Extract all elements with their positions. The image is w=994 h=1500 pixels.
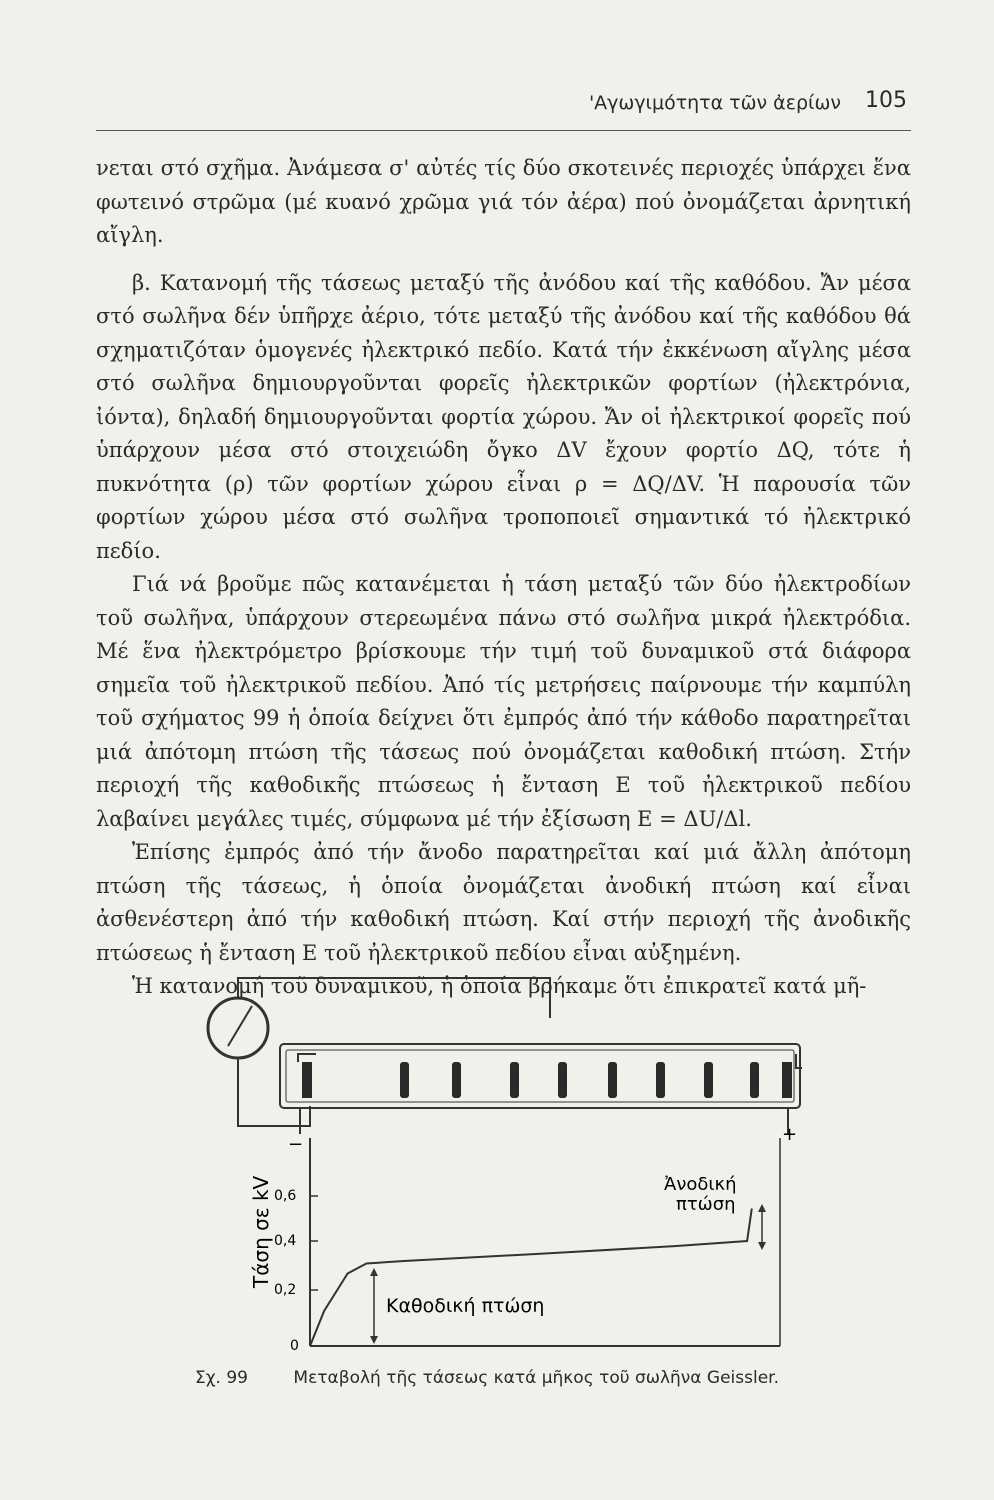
probe-electrode <box>704 1062 713 1098</box>
body-text <box>96 152 911 1004</box>
page-header <box>96 82 911 122</box>
plus-sign: + <box>782 1124 798 1145</box>
caption-text: Μεταβολή τῆς τάσεως κατά μῆκος τοῦ σωλῆνα Geissler. <box>293 1368 779 1388</box>
ytick-04: 0,4 <box>274 1233 297 1249</box>
probe-electrode <box>608 1062 617 1098</box>
figure-svg <box>190 958 830 1398</box>
figure-99 <box>190 958 830 1398</box>
geissler-tube <box>280 1044 800 1108</box>
electrometer-needle <box>228 1006 252 1046</box>
probe-electrodes <box>400 1062 759 1098</box>
page-number: 105 <box>865 88 907 113</box>
voltage-curve <box>310 1209 752 1347</box>
probe-electrode <box>656 1062 665 1098</box>
anode-fall-label-2: πτώση <box>676 1194 736 1215</box>
probe-electrode <box>452 1062 461 1098</box>
header-rule <box>96 130 911 131</box>
minus-sign: − <box>288 1134 304 1155</box>
paragraph-4: Ἐπίσης ἐμπρός ἀπό τήν ἄνοδο παρατηρεῖται καί μιά ἄλλη ἀπότομη πτώση τῆς τάσεως, ἡ ὁποία ὀνομάζεται ἀνοδική πτώση καί εἶναι ἀσθενέστερη ἀπό τήν καθοδική πτώση. Καί στήν περιοχή τῆς ἀνοδικῆς πτώσεως ἡ ἔνταση Ε τοῦ ἠλεκτρικοῦ πεδίου εἶναι αὐξημένη. <box>96 840 911 965</box>
paragraph-2: β. Κατανομή τῆς τάσεως μεταξύ τῆς ἀνόδου καί τῆς καθόδου. Ἄν μέσα στό σωλῆνα δέν ὑπῆρχε ἀέριο, τότε μεταξύ τῆς ἀνόδου καί τῆς καθόδου θά σχηματιζόταν ὁμογενές ἠλεκτρικό πεδίο. Κατά τήν ἐκκένωση αἴγλης μέσα στό σωλῆνα δημιουργοῦνται φορεῖς ἠλεκτρικῶν φορτίων (ἠλεκτρόνια, ἰόντα), δηλαδή δημιουργοῦνται φορτία χώρου. Ἄν οἱ ἠλεκτρικοί φορεῖς πού ὑπάρχουν μέσα στό στοιχειώδη ὄγκο ΔV ἔχουν φορτίο ΔQ, τότε ἡ πυκνότητα (ρ) τῶν φορτίων χώρου εἶναι ρ = ΔQ/ΔV. Ἡ παρουσία τῶν φορτίων χώρου μέσα στό σωλῆνα τροποποιεῖ σημαντικά τό ἠλεκτρικό πεδίο. <box>96 270 911 563</box>
paragraph-5: Ἡ κατανομή τοῦ δυναμικοῦ, ἡ ὁποία βρήκαμε ὅτι ἐπικρατεῖ κατά μῆ- <box>132 974 867 998</box>
probe-electrode <box>510 1062 519 1098</box>
running-title: 'Αγωγιμότητα τῶν ἀερίων <box>588 92 841 114</box>
ytick-0: 0 <box>290 1338 299 1354</box>
probe-electrode <box>400 1062 409 1098</box>
tube-inner <box>286 1050 794 1102</box>
ytick-02: 0,2 <box>274 1282 297 1298</box>
ytick-06: 0,6 <box>274 1188 297 1204</box>
paragraph-1: νεται στό σχῆμα. Ἀνάμεσα σ' αὐτές τίς δύο σκοτεινές περιοχές ὑπάρχει ἕνα φωτεινό στρῶμα (μέ κυανό χρῶμα γιά τόν ἀέρα) πού ὀνομάζεται ἀρνητική αἴγλη. <box>96 156 911 247</box>
y-ticks <box>274 1188 318 1354</box>
y-axis-label: Τάση σε kV <box>249 1175 273 1288</box>
figure-caption <box>195 1368 895 1388</box>
probe-electrode <box>750 1062 759 1098</box>
cathode-fall-label: Καθοδική πτώση <box>386 1295 545 1317</box>
probe-electrode <box>558 1062 567 1098</box>
anode-fall-label-1: Ἀνοδική <box>664 1174 737 1195</box>
wire-top <box>238 978 550 1018</box>
cathode <box>302 1062 312 1098</box>
paragraph-3: Γιά νά βροῦμε πῶς κατανέμεται ἡ τάση μεταξύ τῶν δύο ἠλεκτροδίων τοῦ σωλῆνα, ὑπάρχουν στερεωμένα πάνω στό σωλῆνα μικρά ἠλεκτρόδια. Μέ ἕνα ἠλεκτρόμετρο βρίσκουμε τήν τιμή τοῦ δυναμικοῦ στά διάφορα σημεῖα τοῦ ἠλεκτρικοῦ πεδίου. Ἀπό τίς μετρήσεις παίρνουμε τήν καμπύλη τοῦ σχήματος 99 ἡ ὁποία δείχνει ὅτι ἐμπρός ἀπό τήν κάθοδο παρατηρεῖται μιά ἀπότομη πτώση τῆς τάσεως πού ὀνομάζεται καθοδική πτώση. Στήν περιοχή τῆς καθοδικῆς πτώσεως ἡ ἔνταση Ε τοῦ ἠλεκτρικοῦ πεδίου λαβαίνει μεγάλες τιμές, σύμφωνα μέ τήν ἐξίσωση Ε = ΔU/Δl. <box>96 572 911 831</box>
figure-number: Σχ. 99 <box>195 1368 249 1388</box>
anode <box>782 1062 792 1098</box>
